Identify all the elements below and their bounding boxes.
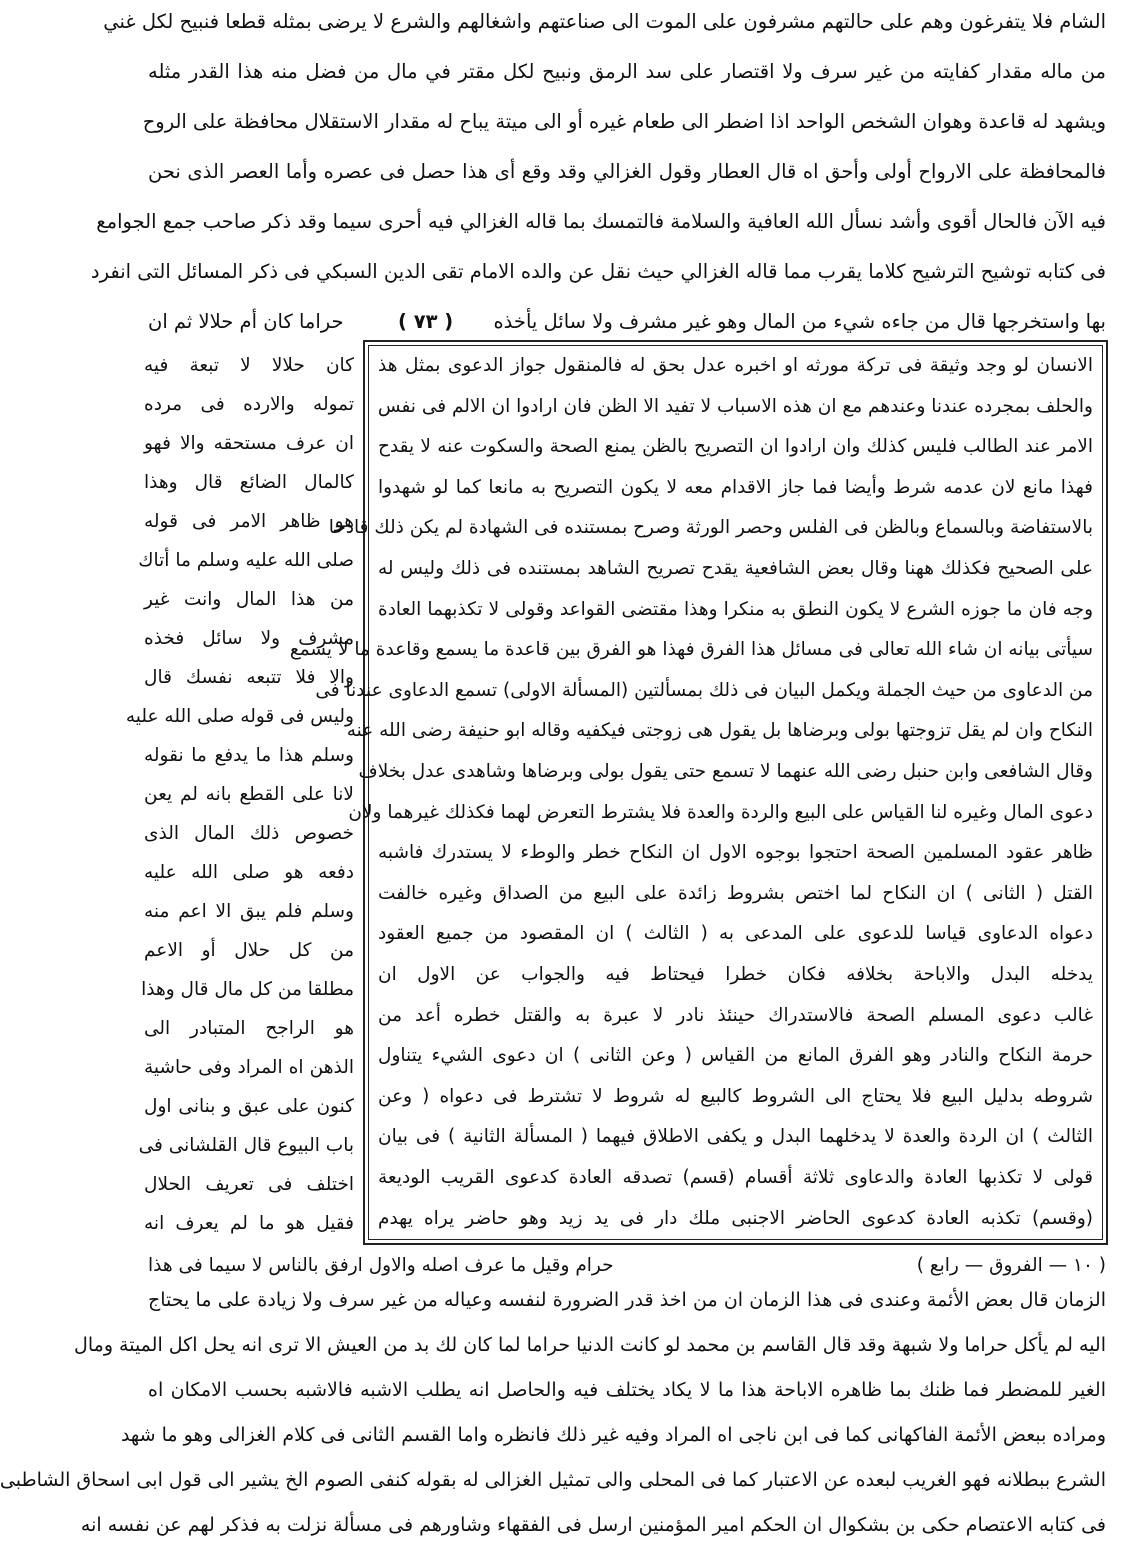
commentary-line: والحلف بمجرده عندنا وعندهم مع ان هذه الاسباب لا تفيد الا الظن فان ارادوا ان الالم فى نفس	[377, 395, 1093, 417]
footer-line	[148, 1250, 1106, 1282]
margin-line: فقيل هو ما لم يعرف انه	[144, 1213, 354, 1234]
margin-line: صلى الله عليه وسلم ما أتاك	[138, 550, 354, 571]
body-text-line: من ماله مقدار كفايته من غير سرف ولا اقتصار على سد الرمق ونبيح لكل مقتر في مال من فضل منه هذا القدر مثله	[148, 60, 1106, 83]
body-text-line: فى كتابه الاعتصام حكى بن بشكوال ان الحكم امير المؤمنين ارسل فى الفقهاء وشاورهم فى مسألة نزلت به فذكر لهم عن نفسه انه	[80, 1514, 1106, 1536]
margin-line: تموله والارده فى مرده	[144, 394, 354, 415]
margin-line: وسلم فلم يبق الا اعم منه	[144, 901, 354, 922]
commentary-line: حرمة النكاح والنادر وهو الفرق المانع من القياس ( وعن الثانى ) ان دعوى الشيء يتناول	[378, 1045, 1093, 1067]
commentary-line: سيأتى بيانه ان شاء الله تعالى فى مسائل هذا الفرق فهذا هو الفرق بين قاعدة ما يسمع وقاعدة ما لا يسمع	[289, 639, 1093, 661]
running-footer: ( ١٠ — الفروق — رابع )	[916, 1255, 1106, 1276]
body-text-line: فى كتابه توشيح الترشيح كلاما يقرب مما قاله الغزالي حيث نقل عن والده الامام تقى الدين السبكي فى ذكر المسائل التى انفرد	[90, 260, 1106, 283]
margin-line: هو الراجح المتبادر الى	[144, 1018, 354, 1039]
line7-text-right: بها واستخرجها قال من جاءه شيء من المال وهو غير مشرف ولا سائل يأخذه	[493, 310, 1106, 333]
commentary-line: دعواه الدعاوى قياسا للدعوى على المدعى به ( الثالث ) ان المقصود من جميع العقود	[378, 923, 1093, 945]
page-number: ( ٧٣ )	[398, 310, 454, 333]
margin-line: كنون على عبق و بنانى اول	[144, 1096, 354, 1117]
commentary-line: بالاستفاضة وبالسماع وبالظن فى الفلس وحصر الورثة وصرح بمستنده فى الشهادة لم يكن ذلك قادحا	[328, 517, 1093, 539]
body-text-line: ومراده ببعض الأئمة الفاكهانى كما فى ابن ناجى اه المراد وفيه غير ذلك فانظره واما القسم الثانى فى كلام الغزالى وهو ما شهد	[120, 1424, 1106, 1446]
margin-line: دفعه هو صلى الله عليه	[144, 862, 354, 883]
body-text-line: ويشهد له قاعدة وهوان الشخص الواحد اذا اضطر الى طعام غيره أو الى ميتة يباح له مقدار الاستقلال محافظة على الروح	[142, 110, 1106, 133]
margin-line: مطلقا من كل مال قال وهذا	[141, 979, 354, 1000]
commentary-line: دعوى المال وغيره لنا القياس على البيع والردة والعدة فلا يشترط التعرض لهما فكذلك غيرهما ولان	[348, 801, 1093, 823]
margin-line: كالمال الضائع قال وهذا	[144, 472, 354, 493]
body-text-line: اليه لم يأكل حراما ولا شبهة وقد قال القاسم بن محمد لو كانت الدنيا حراما لما كان لك بد من العيش الا ترى انه يحل اكل الميتة ومال	[74, 1334, 1106, 1356]
body-text-line: الغير للمضطر فما ظنك بما ظاهره الاباحة هذا ما لا يكاد يختلف فيه والحاصل انه يطلب الاشبه فالاشبه بحسب الامكان اه	[148, 1379, 1106, 1401]
body-text-line: الزمان قال بعض الأئمة وعندى فى هذا الزمان ان من اخذ قدر الضرورة لنفسه وعياله من غير سرف ولا زيادة على ما يحتاج	[148, 1289, 1106, 1311]
line7-text-left: حراما كان أم حلالا ثم ان	[148, 310, 344, 333]
commentary-line: النكاح وان لم يقل تزوجتها بولى وبرضاها بل يقول هى زوجتى فيكفيه وقاله ابو حنيفة رضى الله عنه	[346, 720, 1093, 742]
margin-line: كان حلالا لا تبعة فيه	[144, 355, 354, 376]
body-text-line: الشرع ببطلانه فهو الغريب لبعده عن الاعتبار كما فى المحلى والى تمثيل الغزالى له بقوله كنفى الصوم الخ يشير الى قول ابى اسحاق الشاطبى	[0, 1469, 1106, 1491]
page-number-line	[148, 302, 1106, 342]
margin-line: هو ظاهر الامر فى قوله	[144, 511, 354, 532]
margin-line: ان عرف مستحقه والا فهو	[144, 433, 354, 454]
commentary-line: فهذا مانع لان عدمه شرط وأيضا فما جاز الاقدام معه لا يكون التصريح به مانعا كما لو شهدوا	[378, 476, 1093, 498]
margin-line: وسلم هذا ما يدفع ما نقوله	[144, 745, 354, 766]
commentary-line: من الدعاوى من حيث الجملة ويكمل البيان فى ذلك بمسألتين (المسألة الاولى) تسمع الدعاوى عندنا فى	[315, 679, 1093, 701]
body-text-line: فيه الآن فالحال أقوى وأشد نسأل الله العافية والسلامة فالتمسك بما قاله الغزالي فيه أحرى سيما وقد ذكر صاحب جمع الجوامع	[96, 210, 1106, 233]
margin-line: اختلف فى تعريف الحلال	[144, 1174, 354, 1195]
body-text-line: فالمحافظة على الارواح أولى وأحق اه قال العطار وقول الغزالي وقد وقع أى هذا حصل فى عصره وأما العصر الذى نحن	[148, 160, 1106, 183]
commentary-line: الانسان لو وجد وثيقة فى تركة مورثه او اخبره عدل بحق له فالمنقول جواز الدعوى بمثل هذ	[378, 355, 1093, 376]
margin-line: لانا على القطع بانه لم يعن	[144, 784, 354, 805]
commentary-line: على الصحيح فكذلك ههنا وقال بعض الشافعية يقدح تصريح الشاهد بمستنده فى ذلك وليس له	[378, 558, 1093, 579]
commentary-line: شروطه بدليل البيع فلا يحتاج الى الشروط كالبيع له شروط لا تشترط فى دعواه ( وعن	[378, 1085, 1093, 1107]
margin-line: والا فلا تتبعه نفسك قال	[144, 667, 354, 688]
margin-line: خصوص ذلك المال الذى	[144, 823, 354, 844]
commentary-line: القتل ( الثانى ) ان النكاح لما اختص بشروط زائدة على البيع من الصداق وغيره خالفت	[378, 882, 1093, 904]
commentary-line: (وقسم) تكذبه العادة كدعوى الحاضر الاجنبى ملك دار فى يد زيد وهو حاضر يراه يهدم	[378, 1207, 1093, 1229]
margin-line: الذهن اه المراد وفى حاشية	[144, 1057, 354, 1078]
margin-line: من كل حلال أو الاعم	[144, 940, 354, 961]
commentary-line: ظاهر عقود المسلمين الصحة احتجوا بوجوه الاول ان النكاح خطر والوطء لا يستدرك فاشبه	[378, 842, 1093, 864]
commentary-line: وقال الشافعى وابن حنبل رضى الله عنهما لا تسمع حتى يقول بولى وبرضاها وشاهدى عدل بخلاف	[358, 761, 1093, 782]
margin-line: وليس فى قوله صلى الله عليه	[125, 706, 354, 727]
body-text-line: الشام فلا يتفرغون وهم على حالتهم مشرفون على الموت الى صناعتهم واشغالهم والشرع لا يرضى بمثله قطعا فنبيح لكل غني	[103, 10, 1106, 33]
commentary-line: الثالث ) ان الردة والعدة لا يدخلهما البدل و يكفى الاطلاق فيهما ( المسألة الثانية ) فى بيان	[378, 1126, 1093, 1148]
commentary-line: يدخله البدل والاباحة بخلافه فكان خطرا فيحتاط فيه والجواب عن الاول ان	[378, 964, 1093, 985]
footer-continuation-text: حرام وقيل ما عرف اصله والاول ارفق بالناس لا سيما فى هذا	[148, 1255, 614, 1276]
commentary-line: قولى لا تكذبها العادة والدعاوى ثلاثة أقسام (قسم) تصدقه العادة كدعوى القريب الوديعة	[378, 1167, 1093, 1188]
commentary-line: الامر عند الطالب فليس كذلك وان ارادوا ان التصريح بالظن يمنع الصحة والسكوت عنه لا يقدح	[378, 436, 1093, 458]
commentary-line: غالب دعوى المسلم الصحة فالاستدراك حينئذ نادر لا عبرة به والقتل خطره أعد من	[378, 1004, 1093, 1026]
margin-line: من هذا المال وانت غير	[144, 589, 354, 610]
margin-line: مشرف ولا سائل فخذه	[144, 628, 354, 649]
commentary-line: وجه فان ما جوزه الشرع لا يكون النطق به منكرا وهذا مقتضى القواعد وقولى لا تكذبهما العادة	[378, 598, 1093, 620]
margin-line: باب البيوع قال القلشانى فى	[138, 1135, 354, 1156]
